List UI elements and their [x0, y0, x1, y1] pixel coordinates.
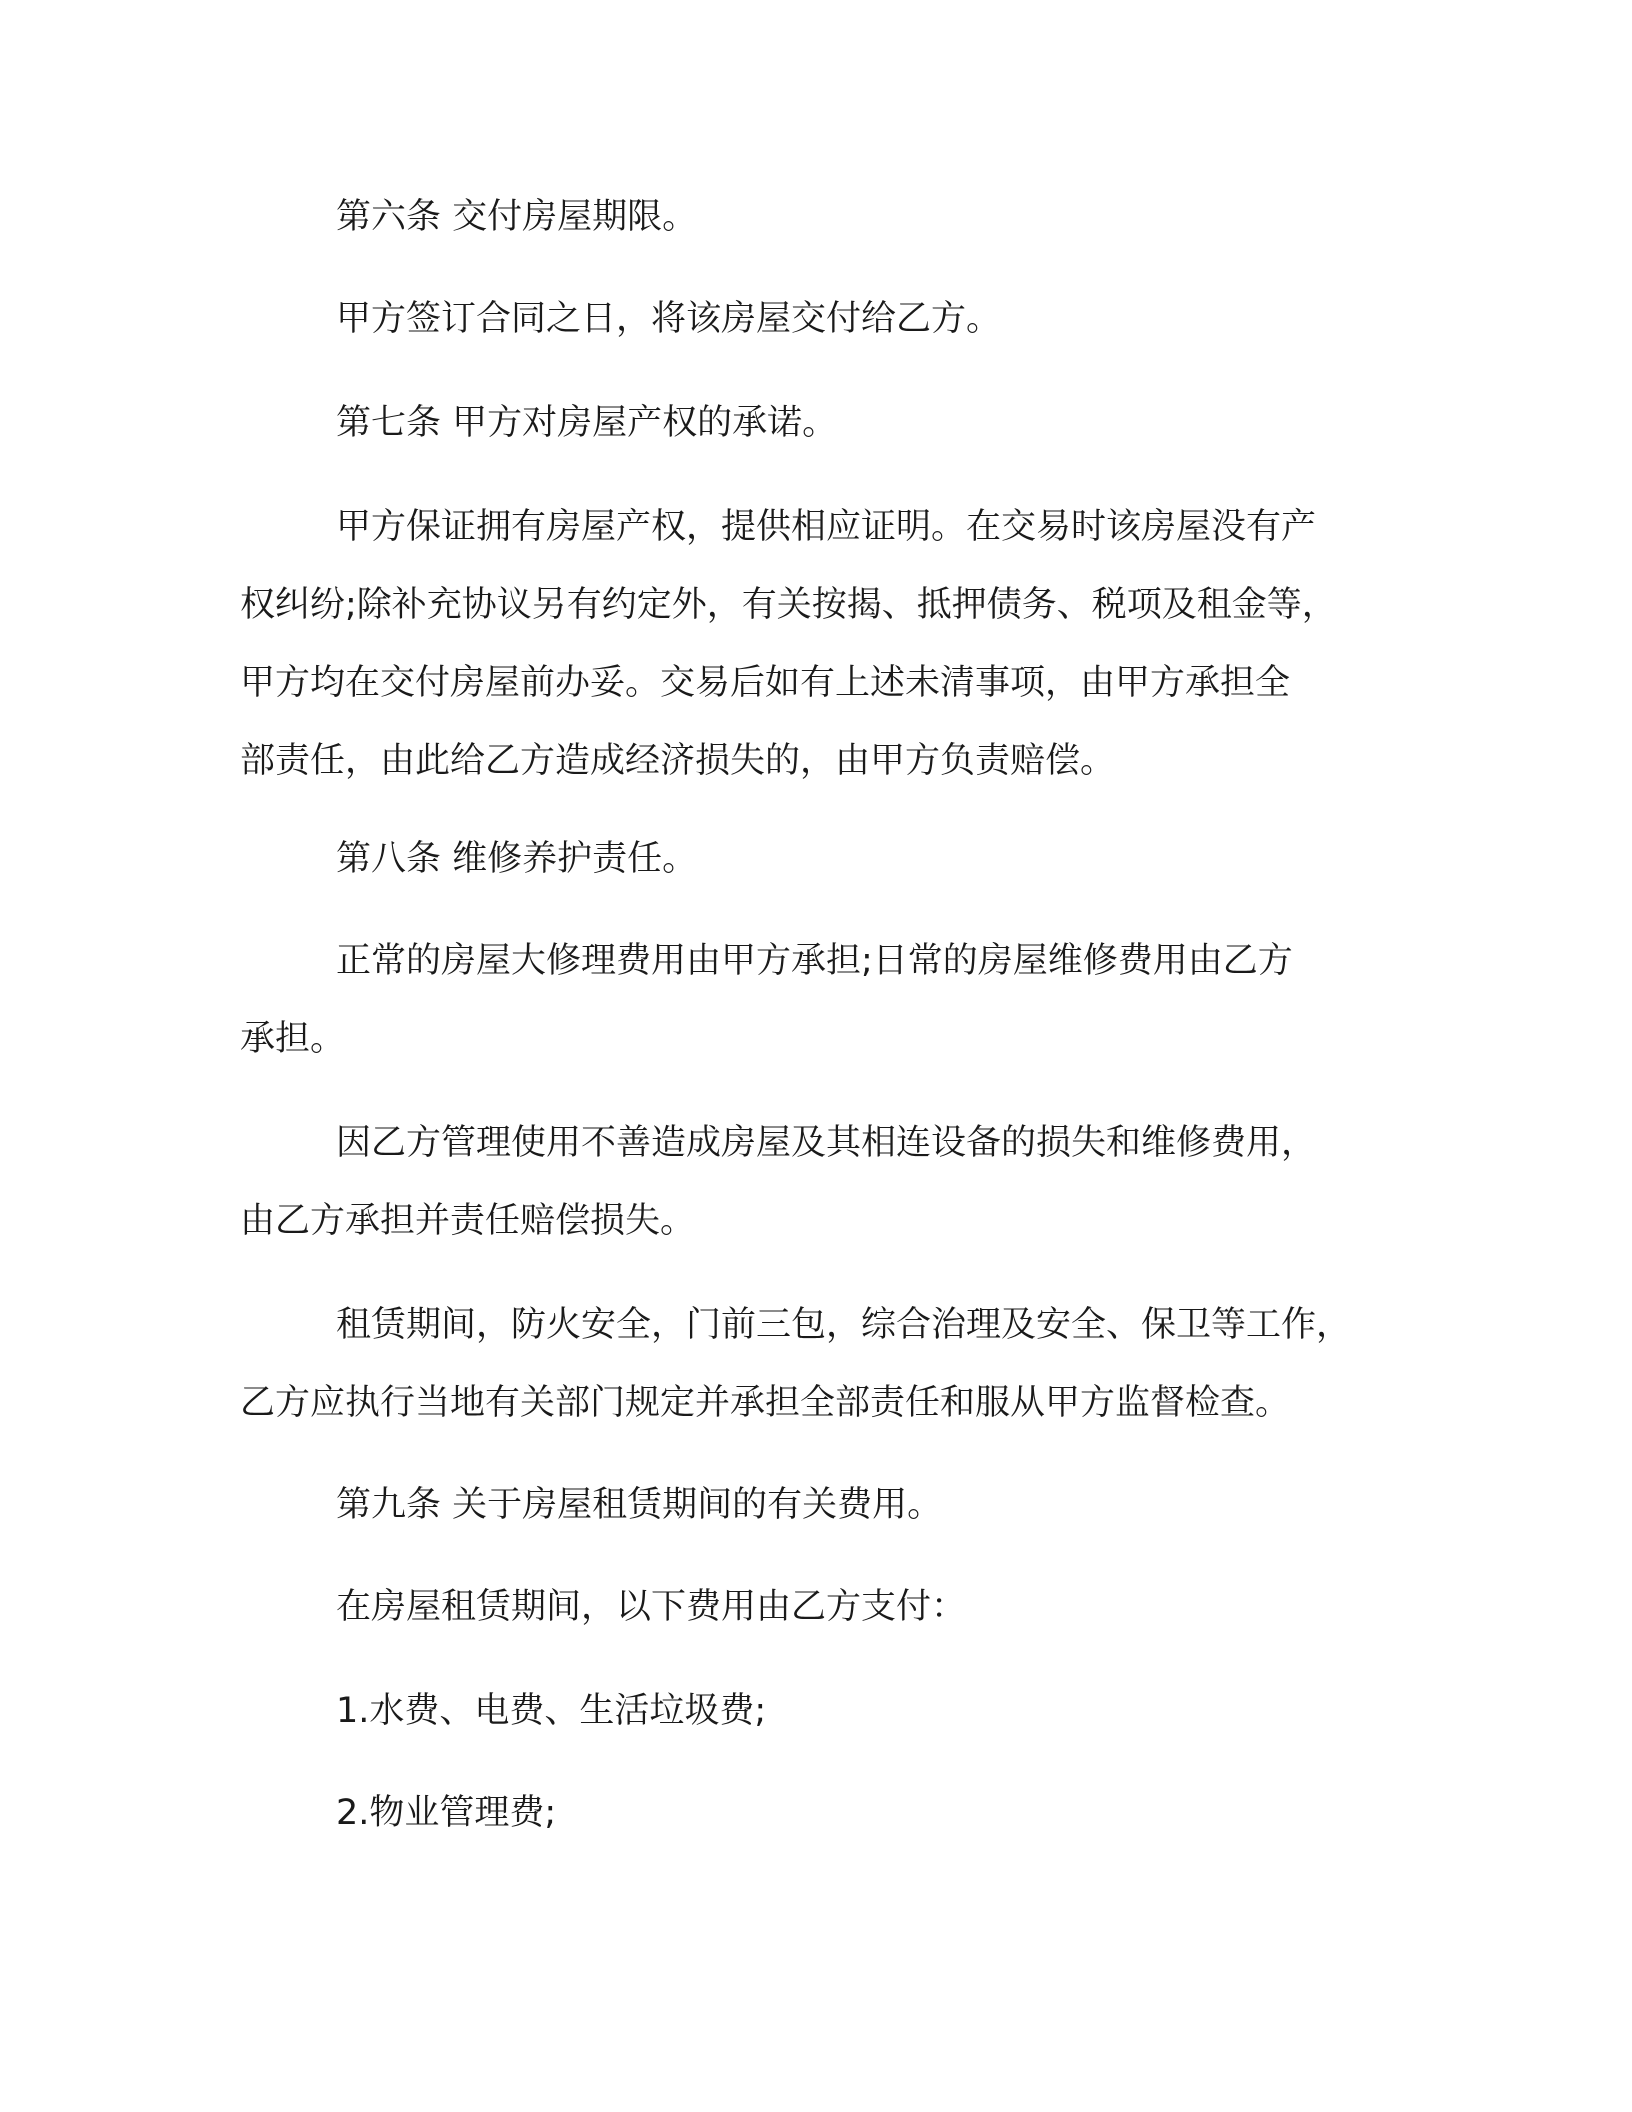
- text-line: 第八条 维修养护责任。: [336, 839, 698, 879]
- text-line: 由乙方承担并责任赔偿损失。: [240, 1201, 696, 1241]
- text-line: 第六条 交付房屋期限。: [336, 197, 698, 237]
- paragraph: [240, 1568, 1400, 1646]
- article-9-heading: [240, 1466, 1400, 1544]
- text-line: 部责任，由此给乙方造成经济损失的，由甲方负责赔偿。: [240, 741, 1116, 781]
- text-line: 第七条 甲方对房屋产权的承诺。: [336, 403, 838, 443]
- list-item: [240, 1774, 1400, 1852]
- article-6-heading: [240, 178, 1400, 256]
- paragraph: [240, 1286, 1400, 1442]
- text-line: 租赁期间，防火安全，门前三包，综合治理及安全、保卫等工作，: [336, 1305, 1352, 1345]
- article-8-heading: [240, 820, 1400, 898]
- text-line: 因乙方管理使用不善造成房屋及其相连设备的损失和维修费用，: [336, 1123, 1317, 1163]
- paragraph: [240, 280, 1400, 358]
- text-line: 2.物业管理费;: [336, 1793, 557, 1833]
- text-line: 承担。: [240, 1019, 346, 1059]
- text-line: 正常的房屋大修理费用由甲方承担;日常的房屋维修费用由乙方: [336, 941, 1293, 981]
- text-line: 在房屋租赁期间，以下费用由乙方支付：: [336, 1587, 967, 1627]
- article-7-heading: [240, 384, 1400, 462]
- text-line: 甲方均在交付房屋前办妥。交易后如有上述未清事项，由甲方承担全: [240, 663, 1291, 703]
- text-line: 第九条 关于房屋租赁期间的有关费用。: [336, 1485, 943, 1525]
- list-item: [240, 1672, 1400, 1750]
- text-line: 1.水费、电费、生活垃圾费;: [336, 1691, 767, 1731]
- text-line: 甲方保证拥有房屋产权，提供相应证明。在交易时该房屋没有产: [336, 507, 1317, 547]
- paragraph: [240, 922, 1400, 1078]
- text-line: 乙方应执行当地有关部门规定并承担全部责任和服从甲方监督检查。: [240, 1383, 1291, 1423]
- text-line: 权纠纷;除补充协议另有约定外，有关按揭、抵押债务、税项及租金等，: [240, 585, 1337, 625]
- paragraph: [240, 488, 1400, 800]
- paragraph: [240, 1104, 1400, 1260]
- text-line: 甲方签订合同之日，将该房屋交付给乙方。: [336, 299, 1002, 339]
